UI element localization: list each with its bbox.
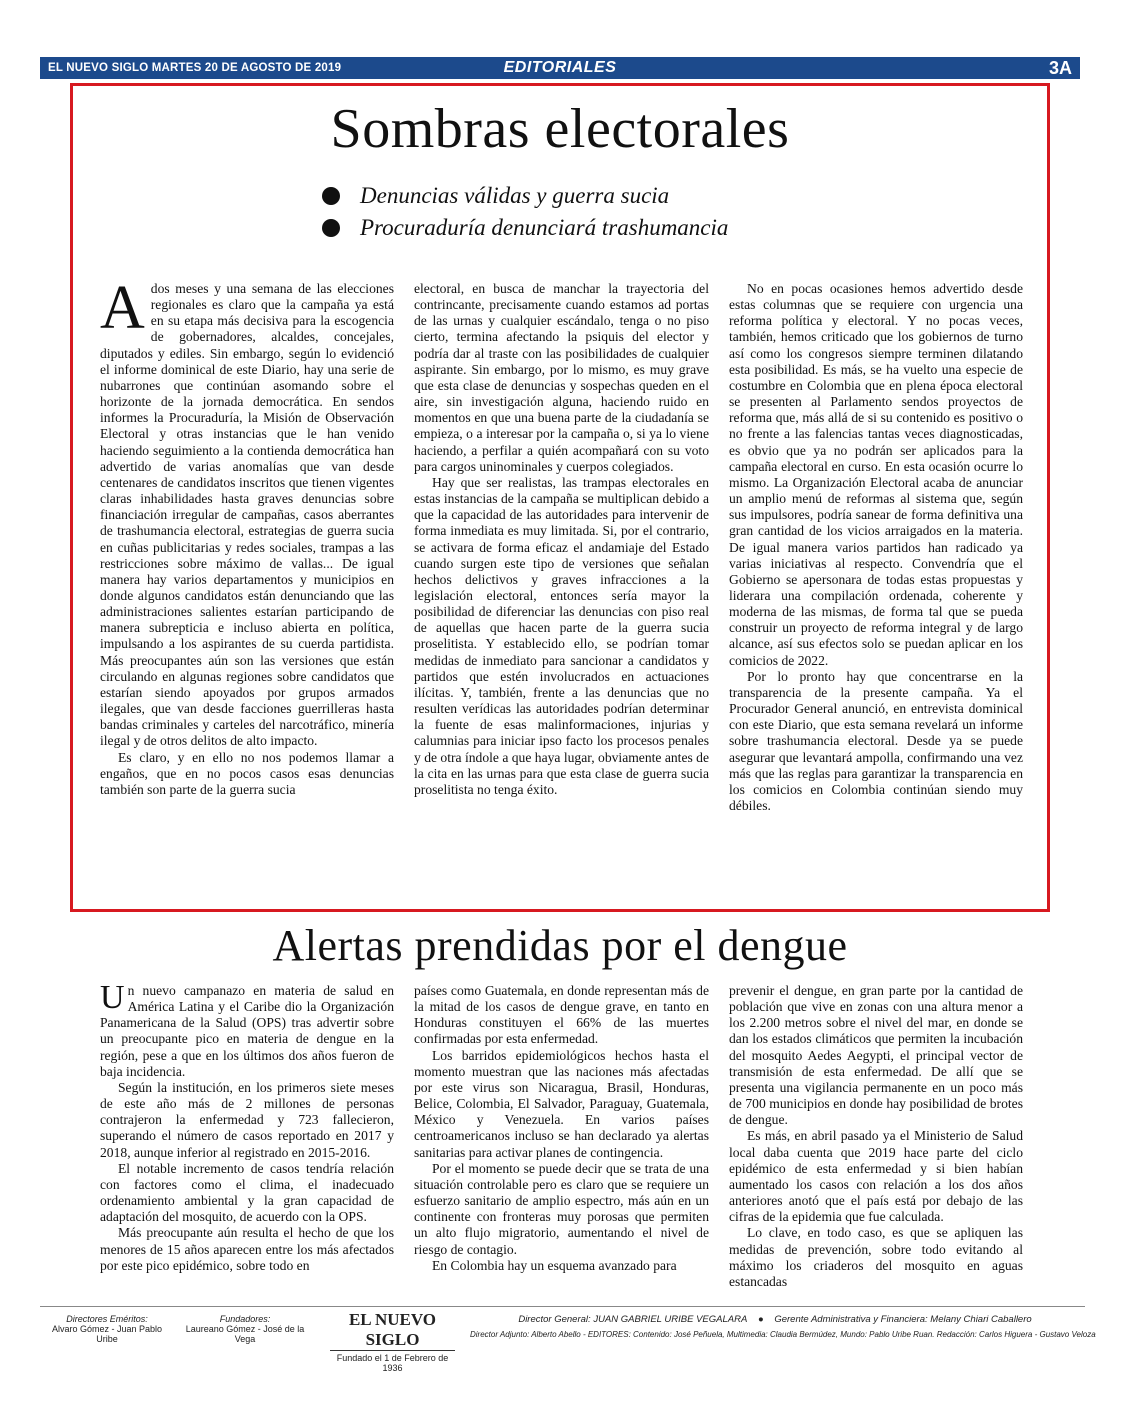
paragraph: Los barridos epidemiológicos hechos hasta el momento muestran que las naciones más afectadas por este virus son Nicaragua, Brasil, Honduras, Belice, Colombia, El Salvador, Paraguay, Guatemala, México y Venezuela. En varios países centroamericanos incluso se han declarado ya alertas sanitarias para activar planes de contingencia.	[414, 1047, 709, 1160]
paragraph: Hay que ser realistas, las trampas electorales en estas instancias de la campaña se multiplican debido a que la capacidad de las autoridades para intervenir de forma inmediata es muy limitada. Si, por el contrario, se activara de forma eficaz el andamiaje del Estado cuando surgen este tipo de versiones que señalan hechos delictivos y graves infracciones a la legislación electoral, entonces sería mayor la posibilidad de diferenciar las denuncias con piso real de aquellas que hacen parte de la guerra sucia proselitista. Y establecido ello, se podrían tomar medidas de inmediato para sancionar a candidatos y partidos que estén involucrados en actuaciones ilícitas. Y, también, frente a las denuncias que no resulten verídicas las autoridades podrían determinar la fuente de esas malinformaciones, injurias y calumnias para iniciar ipso facto los procesos penales y de otra índole a que haya lugar, obviamente antes de la cita en las urnas para que esta clase de guerra sucia proselitista no tenga éxito.	[414, 474, 710, 797]
paragraph: países como Guatemala, en donde representan más de la mitad de los casos de dengue grave, en tanto en Honduras constituyen el 66% de las muertes confirmadas por esta enfermedad.	[414, 983, 709, 1047]
subtitle-text: Denuncias válidas y guerra sucia	[360, 183, 670, 208]
footer-founded: Fundado el 1 de Febrero de 1936	[336, 1353, 449, 1373]
footer-names: Laureano Gómez - José de la Vega	[185, 1324, 305, 1344]
paper-date: EL NUEVO SIGLO MARTES 20 DE AGOSTO DE 2019	[48, 62, 342, 74]
drop-cap: U	[100, 979, 125, 1016]
newspaper-logo: EL NUEVO SIGLO	[330, 1310, 455, 1351]
paragraph: Es claro, y en ello no nos podemos llamar a engaños, que en no pocos casos esas denuncias también son parte de la guerra sucia	[100, 749, 394, 797]
editorial1-column-3	[729, 281, 1023, 814]
editorial2-column-1	[100, 979, 394, 1274]
subtitle-item	[322, 180, 728, 212]
paragraph: Más preocupante aún resulta el hecho de que los menores de 15 años aparecen entre los más afectados por este pico epidémico, sobre todo en	[100, 1225, 394, 1273]
paragraph: prevenir el dengue, en gran parte por la cantidad de población que vive en zonas con una altura menor a los 2.200 metros sobre el nivel del mar, en donde se dan los estados climáticos que permiten la incubación del mosquito Aedes Aegypti, el principal vector de transmisión de esta enfermedad. De allí que se presenta una vigilancia permanente en un poco más de 700 municipios en donde hay posibilidad de brotes de dengue.	[729, 983, 1023, 1128]
footer-staff-line-1: Director General: JUAN GABRIEL URIBE VEGALARA ● Gerente Administrativa y Financiera: Melany Chiari Caballero	[518, 1314, 1032, 1325]
footer-staff-line-2: Director Adjunto: Alberto Abello - EDITORES: Contenido: José Peñuela, Multimedia: Claudia Bermúdez, Mundo: Pablo Uribe Ruan. Redacción: Carlos Higuera - Gustavo Veloza	[470, 1330, 1096, 1339]
subtitle-item	[322, 212, 728, 244]
bullet-icon: ●	[757, 1314, 764, 1325]
footer-label: Fundadores:	[219, 1314, 271, 1324]
paragraph: electoral, en busca de manchar la trayectoria del contrincante, precisamente cuando estamos ad portas de las urnas y cualquier escándalo, tenga o no piso cierto, termina afectando la psiquis del elector y podría dar al traste con las posibilidades de cualquier aspirante. Sin embargo, por lo mismo, es muy grave que esta clase de denuncias y sospechas queden en el aire, sin investigación alguna, haciendo ruido en momentos en que una buena parte de la ciudadanía se empieza, o a interesar por la campaña o, si ya lo viene haciendo, a perfilar a quién acompañará con su voto para cargos uninominales y cuerpos colegiados.	[414, 281, 709, 474]
drop-cap: A	[100, 274, 145, 342]
editorial-subtitles	[322, 180, 728, 244]
paragraph: Según la institución, en los primeros siete meses de este año más de 2 millones de personas contrajeron la enfermedad y 723 fallecieron, superando el número de casos reportado en 2017 y 2018, aunque inferior al registrado en 2015-2016.	[100, 1079, 394, 1160]
editorial1-column-1	[100, 274, 394, 798]
editorial-title-1: Sombras electorales	[330, 98, 790, 160]
footer-label: Directores Eméritos:	[66, 1314, 148, 1324]
footer-names: Alvaro Gómez - Juan Pablo Uribe	[51, 1324, 163, 1344]
paragraph: No en pocas ocasiones hemos advertido desde estas columnas que se requiere con urgencia una reforma política y electoral. Y no pocas veces, también, hemos criticado que los gobiernos de turno así como los congresos siempre terminen dilatando esta posibilidad. Es más, se ha vuelto una especie de costumbre en Colombia que en plena época electoral se presenten al Parlamento sendos proyectos de reforma que, más allá de si su contenido es positivo o no frente a las falencias tantas veces diagnosticadas, es obvio que ya no podrán ser aplicados para la campaña electoral en curso. En esta ocasión ocurre lo mismo. La Organización Electoral acaba de anunciar un amplio menú de reformas al sistema que, según sus impulsores, podría sanear de forma definitiva una gran cantidad de los vicios arraigados en la materia. De igual manera varios partidos han radicado ya varias iniciativas al respecto. Convendría que el Gobierno se apersonara de todas estas propuestas y liderara una compilación ordenada, coherente y moderna de las mismas, de forma tal que se pueda construir un proyecto de reforma integral y de largo alcance, así sus efectos solo se puedan aplicar en los comicios de 2022.	[729, 281, 1023, 668]
paragraph: Por lo pronto hay que concentrarse en la transparencia de la presente campaña. Ya el Procurador General anunció, en entrevista dominical con este Diario, que esta semana revelará un informe sobre trashumancia electoral. Desde ya se puede asegurar que levantará ampolla, confirmando una vez más que las reglas para garantizar la transparencia en los comicios en Colombia continúan siendo muy débiles.	[729, 668, 1023, 813]
page-number: 3A	[1048, 57, 1072, 78]
footer-directores	[44, 1314, 170, 1344]
section-title: EDITORIALES	[503, 59, 617, 76]
paragraph: Por el momento se puede decir que se trata de una situación controlable pero es claro que se requiere un esfuerzo sanitario de amplio espectro, más aún en un continente con fronteras muy porosas que permiten un alto flujo migratorio, aumentando el nivel de riesgo de contagio.	[414, 1160, 709, 1257]
footer-logo-block	[330, 1310, 455, 1373]
paragraph: Ados meses y una semana de las elecciones regionales es claro que la campaña ya está en su etapa más decisiva para la escogencia de gobernadores, alcaldes, concejales, diputados y ediles. Sin embargo, según lo evidenció el informe dominical de este Diario, hay una serie de nubarrones que continúan asomando sobre el horizonte de la jornada democrática. En sendos informes la Procuraduría, la Misión de Observación Electoral y otras instancias que le han venido haciendo seguimiento a la contienda democrática han advertido de varias anomalías que van desde centenares de candidatos inscritos que tienen vigentes claras inhabilidades hasta graves denuncias sobre financiación irregular de campañas, casos aberrantes de trashumancia electoral, estrategias de guerra sucia en cuñas publicitarias y redes sociales, trampas a las restricciones sobre máximo de vallas... De igual manera hay varios departamentos y municipios en donde algunos candidatos están denunciando que las administraciones salientes estarían participando de manera subrepticia e incluso abierta en política, impulsando a los aspirantes de su cuerda partidista. Más preocupantes aún son las versiones que están circulando en algunas regiones sobre candidatos que estarían siendo apoyados por grupos armados ilegales, que van desde facciones guerrilleras hasta bandas criminales y carteles del narcotráfico, minería ilegal y de otros delitos de alto impacto.	[100, 274, 394, 749]
paragraph: Es más, en abril pasado ya el Ministerio de Salud local daba cuenta que 2019 hace parte del ciclo epidémico de esta enfermedad y si bien habían aumentado los casos con relación a los dos años anteriores anotó que el país está por debajo de las cifras de la epidemia que fue calculada.	[729, 1128, 1023, 1225]
paragraph: El notable incremento de casos tendría relación con factores como el clima, el inadecuado ordenamiento ambiental y la gran capacidad de adaptación del mosquito, de acuerdo con la OPS.	[100, 1160, 394, 1225]
paragraph: Un nuevo campanazo en materia de salud en América Latina y el Caribe dio la Organización Panamericana de la Salud (OPS) tras advertir sobre un preocupante pico en materia de dengue en la región, pese a que en los últimos dos años fueron de baja incidencia.	[100, 979, 394, 1079]
masthead-bar	[40, 57, 1080, 79]
bullet-icon	[322, 219, 340, 237]
editorial2-column-3	[729, 983, 1023, 1290]
subtitle-text: Procuraduría denunciará trashumancia	[360, 215, 729, 240]
editorial1-column-2	[414, 281, 709, 798]
bullet-icon	[322, 187, 340, 205]
footer-staff	[470, 1314, 1096, 1339]
editorial2-column-2	[414, 983, 709, 1274]
footer-divider	[40, 1306, 1085, 1307]
paragraph: Lo clave, en todo caso, es que se apliquen las medidas de prevención, sobre todo evitando al máximo los criaderos del mosquito en aguas estancadas	[729, 1225, 1023, 1289]
paragraph: En Colombia hay un esquema avanzado para	[432, 1257, 677, 1273]
footer-fundadores	[180, 1314, 310, 1344]
editorial-title-2: Alertas prendidas por el dengue	[272, 921, 848, 970]
